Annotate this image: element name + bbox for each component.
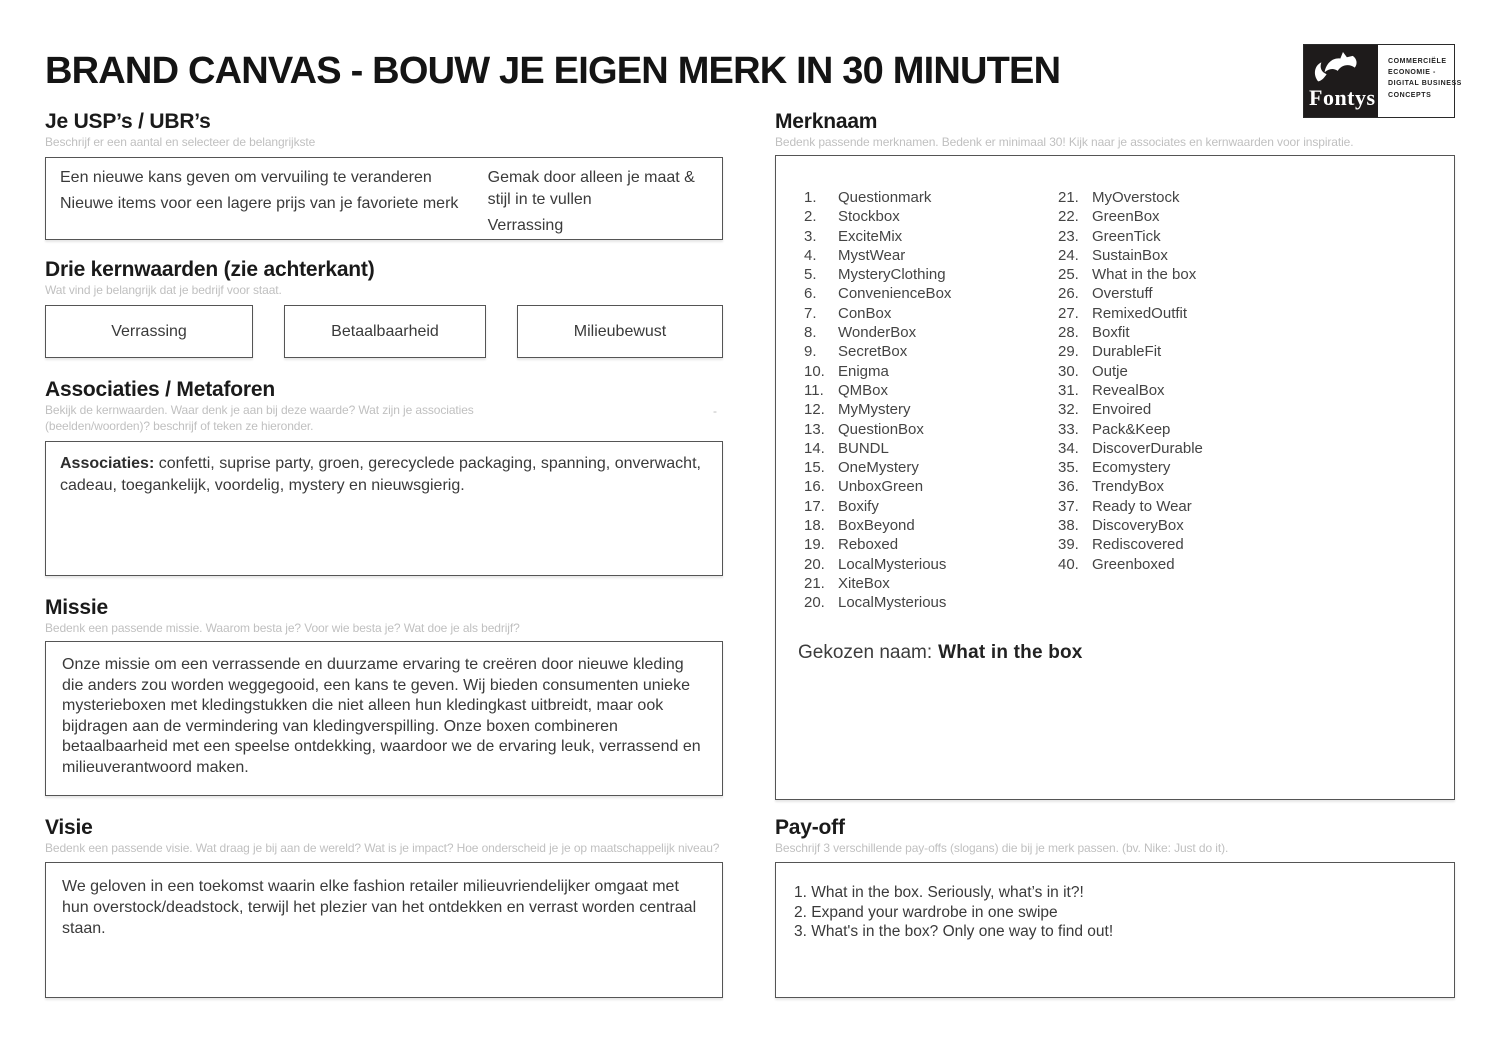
brand-name-number: 34. [1058, 439, 1079, 457]
brand-name-list-item [804, 342, 951, 361]
brand-name-list-column-1 [804, 188, 951, 613]
brand-name-number: 15. [804, 459, 825, 477]
brand-name-text: ExciteMix [838, 227, 903, 245]
brand-name-number: 37. [1058, 497, 1079, 515]
fontys-logo [1303, 44, 1462, 118]
brand-name-list-column-2 [1058, 188, 1203, 574]
brand-name-number: 12. [804, 401, 825, 419]
chosen-name-value: What in the box [938, 642, 1083, 663]
brand-name-text: Pack&Keep [1092, 420, 1171, 438]
brand-name-list-item [1058, 362, 1203, 381]
brand-name-list-item [1058, 555, 1203, 574]
brand-name-text: UnboxGreen [838, 478, 924, 496]
brand-name-list-item [804, 188, 951, 207]
brand-name-number: 33. [1058, 420, 1079, 438]
kernwaarden-boxes [45, 305, 723, 358]
logo-tagline-line: COMMERCIËLE [1388, 58, 1447, 65]
brand-name-list-item [1058, 497, 1203, 516]
brand-name-text: GreenTick [1092, 227, 1161, 245]
payoff-heading: Pay-off [775, 816, 845, 839]
brand-name-text: ConvenienceBox [838, 285, 952, 303]
merknaam-heading: Merknaam [775, 110, 878, 133]
brand-name-text: SustainBox [1092, 246, 1168, 264]
brand-name-text: MyMystery [838, 401, 911, 419]
kernwaarde-box: Milieubewust [517, 305, 723, 358]
brand-name-number: 31. [1058, 381, 1079, 399]
brand-name-list-item [1058, 342, 1203, 361]
logo-tagline-line: DIGITAL BUSINESS [1388, 80, 1462, 88]
brand-name-number: 19. [804, 536, 825, 554]
brand-name-list-item [804, 381, 951, 400]
brand-name-text: Rediscovered [1092, 536, 1184, 554]
payoff-subtitle: Beschrijf 3 verschillende pay-offs (slogans) die bij je merk passen. (bv. Nike: Just do it). [775, 841, 1229, 855]
kernwaarden-heading: Drie kernwaarden (zie achterkant) [45, 258, 375, 281]
chosen-name-label: Gekozen naam: [798, 642, 933, 663]
brand-name-list-item [1058, 458, 1203, 477]
brand-name-number: 3. [804, 227, 817, 245]
brand-name-list-item [804, 227, 951, 246]
brand-name-number: 5. [804, 266, 817, 284]
brand-name-list-item [804, 516, 951, 535]
brand-name-text: Enigma [838, 362, 889, 380]
section-missie [45, 596, 723, 796]
usp-items-left [60, 167, 460, 230]
brand-name-list-item [804, 362, 951, 381]
brand-name-list-item [804, 400, 951, 419]
brand-name-text: Outje [1092, 362, 1128, 380]
visie-subtitle: Bedenk een passende visie. Wat draag je bij aan de wereld? Wat is je impact? Hoe onderscheid je je op maatschappelijk niveau? [45, 841, 720, 855]
brand-name-list-item [804, 497, 951, 516]
brand-name-number: 8. [804, 324, 817, 342]
brand-name-number: 10. [804, 362, 825, 380]
brand-name-text: BoxBeyond [838, 517, 915, 535]
brand-name-number: 11. [804, 381, 824, 399]
brand-name-list-item [804, 284, 951, 303]
brand-name-list-item [804, 246, 951, 265]
chosen-name-line [798, 642, 1083, 664]
brand-name-number: 6. [804, 285, 817, 303]
section-payoff [775, 816, 1455, 998]
brand-name-number: 28. [1058, 324, 1079, 342]
brand-name-number: 40. [1058, 555, 1079, 573]
brand-name-text: Envoired [1092, 401, 1152, 419]
brand-name-list-item [1058, 207, 1203, 226]
brand-name-text: MysteryClothing [838, 266, 946, 284]
brand-name-list-item [804, 535, 951, 554]
brand-name-number: 25. [1058, 266, 1079, 284]
brand-name-number: 38. [1058, 517, 1079, 535]
brand-name-text: Questionmark [838, 189, 932, 206]
brand-name-number: 13. [804, 420, 825, 438]
brand-name-list-item [804, 304, 951, 323]
merknaam-subtitle: Bedenk passende merknamen. Bedenk er minimaal 30! Kijk naar je associates en kernwaarden voor inspiratie. [775, 135, 1354, 149]
brand-name-text: DiscoverDurable [1092, 439, 1203, 457]
kernwaarden-subtitle: Wat vind je belangrijk dat je bedrijf voor staat. [45, 283, 282, 297]
brand-name-list-item [1058, 420, 1203, 439]
brand-name-text: TrendyBox [1092, 478, 1164, 496]
brand-name-number: 21. [1058, 189, 1079, 206]
brand-name-text: MystWear [838, 246, 906, 264]
brand-name-text: Ready to Wear [1092, 497, 1192, 515]
usp-box [45, 157, 723, 240]
brand-name-number: 26. [1058, 285, 1079, 303]
brand-name-number: 18. [804, 517, 825, 535]
brand-name-text: SecretBox [838, 343, 908, 361]
fox-icon [1311, 50, 1371, 84]
brand-name-number: 7. [804, 304, 817, 322]
brand-name-text: Boxfit [1092, 324, 1130, 342]
brand-name-text: ConBox [838, 304, 892, 322]
brand-name-list-item [1058, 246, 1203, 265]
merknaam-box [775, 155, 1455, 800]
associaties-subtitle: Bekijk de kernwaarden. Waar denk je aan bij deze waarde? Wat zijn je associaties (beelden/woorden)? beschrijf of teken ze hieronder. [45, 403, 474, 433]
usp-item: Nieuwe items voor een lagere prijs van je favoriete merk [60, 195, 459, 212]
brand-name-list-item [804, 574, 951, 593]
missie-heading: Missie [45, 596, 108, 619]
section-visie [45, 816, 723, 998]
usp-items-right [487, 167, 708, 234]
section-merknaam [775, 110, 1455, 800]
brand-name-text: GreenBox [1092, 208, 1160, 226]
missie-subtitle: Bedenk een passende missie. Waarom besta je? Voor wie besta je? Wat doe je als bedrijf? [45, 621, 520, 635]
brand-name-list-item [1058, 265, 1203, 284]
brand-name-list-item [804, 420, 951, 439]
brand-name-text: Boxify [838, 497, 879, 515]
payoff-slogan: 2. Expand your wardrobe in one swipe [794, 903, 1058, 921]
brand-name-list-item [804, 593, 951, 612]
fontys-logo-tagline [1378, 45, 1466, 117]
brand-name-list-item [1058, 516, 1203, 535]
brand-name-list-item [804, 439, 951, 458]
brand-name-list-item [1058, 381, 1203, 400]
section-kernwaarden [45, 258, 723, 358]
brand-name-number: 9. [804, 343, 817, 361]
brand-name-text: RemixedOutfit [1092, 304, 1188, 322]
usp-heading: Je USP’s / UBR’s [45, 110, 211, 133]
brand-name-text: XiteBox [838, 574, 890, 592]
missie-box: Onze missie om een verrassende en duurzame ervaring te creëren door nieuwe kleding die anders zou worden weggegooid, een kans te geven. Wij bieden consumenten unieke mysterieboxen met kledingstukken die niet alleen hun kledingkast uitbreidt, maar ook bijdragen aan de vermindering van kledingverspilling. Onze boxen combineren betaalbaarheid met een speelse ontdekking, waardoor we de ervaring leuk, verrassend en milieuverantwoord maken. [45, 641, 723, 796]
brand-name-number: 16. [804, 478, 825, 496]
fontys-logo-mark [1304, 45, 1378, 117]
section-associaties [45, 378, 723, 576]
visie-box: We geloven in een toekomst waarin elke fashion retailer milieuvriendelijker omgaat met hun overstock/deadstock, terwijl het plezier van het ontdekken en verrast worden centraal staan. [45, 862, 723, 998]
brand-name-number: 27. [1058, 304, 1079, 322]
stray-dash: - [713, 404, 717, 418]
payoff-slogan: 1. What in the box. Seriously, what’s in it?! [794, 884, 1084, 901]
brand-name-text: LocalMysterious [838, 594, 947, 612]
brand-name-number: 21. [804, 574, 825, 592]
brand-name-number: 1. [804, 189, 817, 206]
logo-tagline-line: ECONOMIE - [1388, 69, 1436, 77]
brand-name-text: What in the box [1092, 266, 1197, 284]
brand-name-number: 14. [804, 439, 825, 457]
brand-name-text: Ecomystery [1092, 459, 1171, 477]
brand-name-number: 30. [1058, 362, 1079, 380]
brand-name-list-item [1058, 400, 1203, 419]
associaties-label: Associaties: [60, 455, 155, 472]
brand-name-number: 22. [1058, 208, 1079, 226]
brand-name-list-item [804, 555, 951, 574]
brand-name-text: BUNDL [838, 439, 889, 457]
kernwaarde-box: Verrassing [45, 305, 253, 358]
brand-name-text: MyOverstock [1092, 189, 1180, 206]
brand-name-text: Stockbox [838, 208, 900, 226]
payoff-slogan: 3. What's in the box? Only one way to find out! [794, 923, 1114, 940]
logo-tagline-line: CONCEPTS [1388, 91, 1432, 99]
brand-name-number: 17. [804, 497, 825, 515]
brand-name-list-item [804, 207, 951, 226]
brand-name-number: 20. [804, 555, 825, 573]
page-title: BRAND CANVAS - BOUW JE EIGEN MERK IN 30 MINUTEN [45, 50, 1061, 92]
brand-name-number: 2. [804, 208, 817, 226]
usp-item: Gemak door alleen je maat & stijl in te vullen [487, 169, 695, 208]
brand-name-list-item [1058, 535, 1203, 554]
brand-name-text: LocalMysterious [838, 555, 947, 573]
brand-name-text: Greenboxed [1092, 555, 1175, 573]
brand-name-number: 4. [804, 246, 817, 264]
usp-item: Een nieuwe kans geven om vervuiling te veranderen [60, 169, 432, 186]
associaties-box [45, 441, 723, 576]
brand-name-list-item [1058, 188, 1203, 207]
brand-name-list-item [804, 323, 951, 342]
brand-name-number: 35. [1058, 459, 1079, 477]
brand-name-list-item [1058, 304, 1203, 323]
brand-name-number: 20. [804, 594, 825, 612]
brand-name-list-item [1058, 323, 1203, 342]
brand-name-text: OneMystery [838, 459, 919, 477]
brand-name-number: 29. [1058, 343, 1079, 361]
brand-name-text: Overstuff [1092, 285, 1153, 303]
visie-heading: Visie [45, 816, 93, 839]
brand-name-text: QMBox [838, 381, 889, 399]
brand-name-text: DiscoveryBox [1092, 517, 1184, 535]
brand-name-text: Reboxed [838, 536, 899, 554]
brand-name-list-item [1058, 284, 1203, 303]
usp-subtitle: Beschrijf er een aantal en selecteer de belangrijkste [45, 135, 316, 149]
associaties-text: confetti, suprise party, groen, gerecyclede packaging, spanning, onverwacht, cadeau, toegankelijk, voordelig, mystery en nieuwsgierig. [60, 455, 701, 494]
brand-name-text: DurableFit [1092, 343, 1162, 361]
brand-name-list-item [1058, 227, 1203, 246]
associaties-heading: Associaties / Metaforen [45, 378, 275, 401]
kernwaarde-box: Betaalbaarheid [284, 305, 486, 358]
fontys-wordmark: Fontys [1309, 85, 1376, 110]
brand-name-text: WonderBox [838, 324, 917, 342]
brand-name-number: 23. [1058, 227, 1079, 245]
brand-name-text: QuestionBox [838, 420, 924, 438]
brand-name-list-item [1058, 439, 1203, 458]
brand-name-number: 39. [1058, 536, 1079, 554]
brand-name-number: 24. [1058, 246, 1079, 264]
usp-item: Verrassing [487, 217, 564, 234]
brand-name-number: 32. [1058, 401, 1079, 419]
brand-name-list-item [804, 458, 951, 477]
brand-name-list-item [804, 477, 951, 496]
section-usp [45, 110, 723, 240]
brand-name-number: 36. [1058, 478, 1079, 496]
brand-name-text: RevealBox [1092, 381, 1165, 399]
payoff-box [775, 862, 1455, 998]
brand-name-list-item [804, 265, 951, 284]
brand-name-list-item [1058, 477, 1203, 496]
